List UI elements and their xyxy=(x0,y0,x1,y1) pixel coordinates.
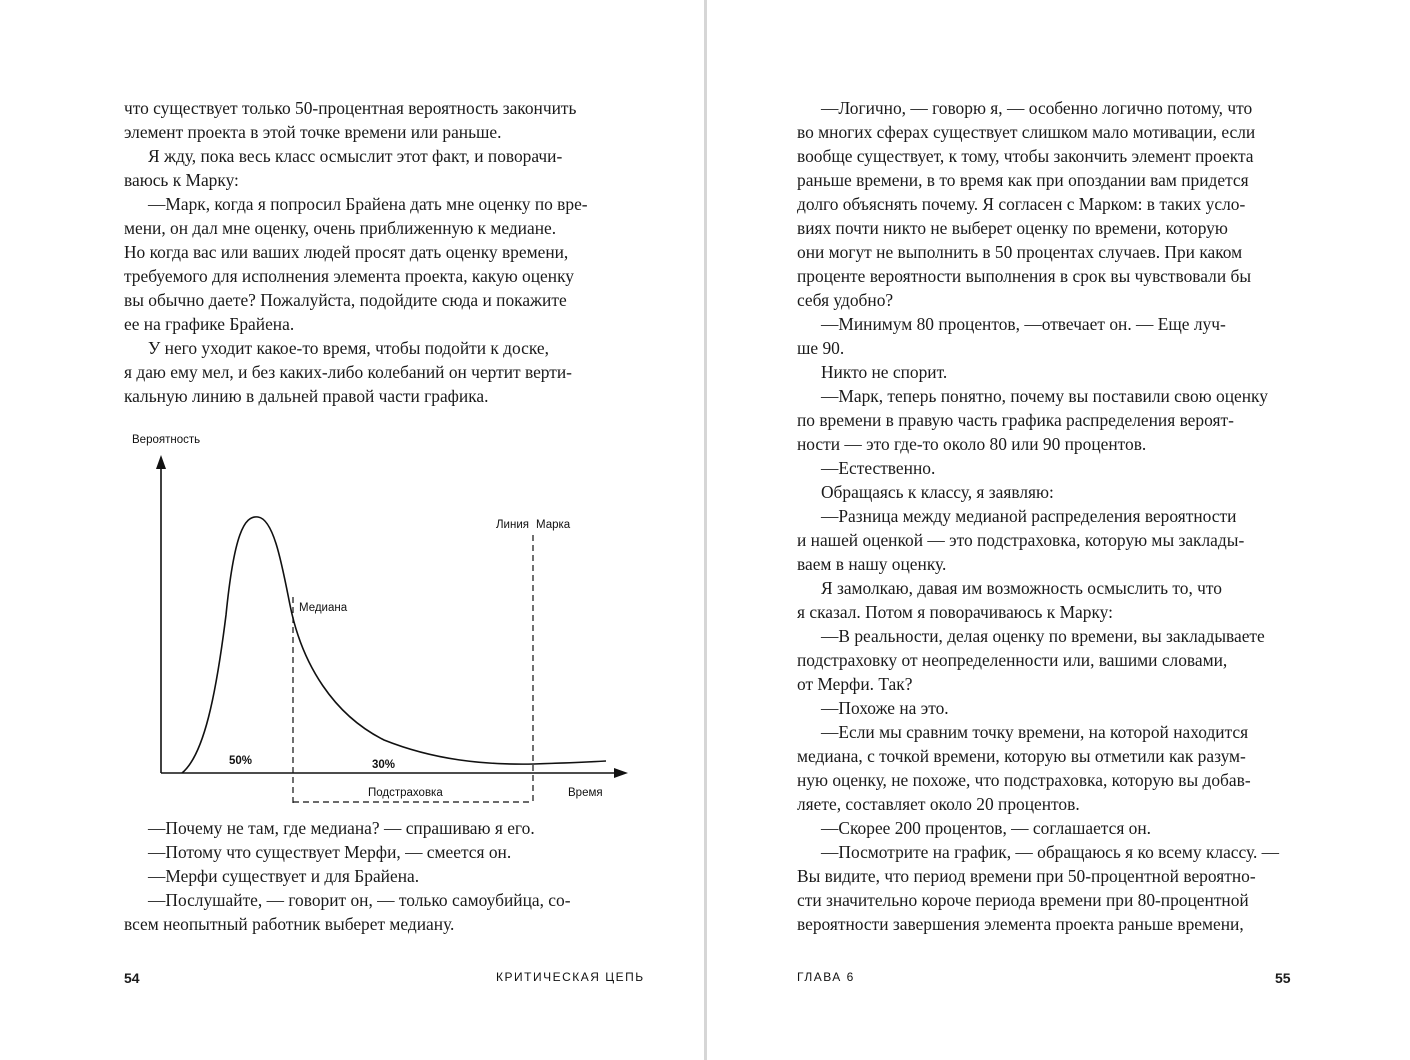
book-spine xyxy=(704,0,707,1060)
left-page-text-bottom xyxy=(124,816,614,936)
x-axis-arrow xyxy=(614,768,628,778)
probability-distribution-figure xyxy=(124,425,634,805)
left-page-number: 54 xyxy=(124,970,140,986)
text-line: —Разница между медианой распределения вероятности xyxy=(821,506,1237,526)
x-axis-label: Время xyxy=(568,787,603,799)
text-line: Я замолкаю, давая им возможность осмыслить то, что xyxy=(821,578,1222,598)
text-line: от Мерфи. Так? xyxy=(797,674,913,694)
left-page-text-top xyxy=(124,96,614,408)
text-line: проценте вероятности выполнения в срок вы чувствовали бы xyxy=(797,266,1252,286)
text-line: долго объяснять почему. Я согласен с Марком: в таких усло- xyxy=(797,194,1246,214)
right-page-text xyxy=(797,96,1287,936)
distribution-curve xyxy=(182,517,606,773)
right-running-head: ГЛАВА 6 xyxy=(797,970,855,984)
text-line: ее на графике Брайена. xyxy=(124,314,295,334)
text-line: они могут не выполнить в 50 процентах случаев. При каком xyxy=(797,242,1243,262)
mark-line-label-2: Марка xyxy=(536,519,571,531)
pct-left-label: 50% xyxy=(229,755,253,767)
text-line: —Почему не там, где медиана? — спрашиваю я его. xyxy=(148,818,535,838)
median-label: Медиана xyxy=(299,602,348,614)
text-line: я сказал. Потом я поворачиваюсь к Марку: xyxy=(797,602,1113,622)
text-line: Но когда вас или ваших людей просят дать оценку времени, xyxy=(124,242,569,262)
text-line: вообще существует, к тому, чтобы закончить элемент проекта xyxy=(797,146,1254,166)
buffer-label: Подстраховка xyxy=(368,787,443,799)
distribution-chart xyxy=(124,425,634,805)
text-line: ную оценку, не похоже, что подстраховка, которую вы добав- xyxy=(797,770,1251,790)
text-line: себя удобно? xyxy=(797,290,894,310)
text-line: и нашей оценкой — это подстраховка, которую мы заклады- xyxy=(797,530,1245,550)
text-line: ваюсь к Марку: xyxy=(124,170,239,190)
text-line: Вы видите, что период времени при 50-процентной вероятно- xyxy=(797,866,1256,886)
text-line: ше 90. xyxy=(797,338,845,358)
text-line: У него уходит какое-то время, чтобы подойти к доске, xyxy=(148,338,549,358)
text-line: —Марк, теперь понятно, почему вы поставили свою оценку xyxy=(821,386,1268,406)
text-line: —Минимум 80 процентов, —отвечает он. — Еще луч- xyxy=(821,314,1226,334)
text-line: Я жду, пока весь класс осмыслит этот факт, и поворачи- xyxy=(148,146,563,166)
text-line: ляете, составляет около 20 процентов. xyxy=(797,794,1080,814)
text-line: Никто не спорит. xyxy=(821,362,948,382)
text-line: —Марк, когда я попросил Брайена дать мне оценку по вре- xyxy=(148,194,588,214)
text-line: медиана, с точкой времени, которую вы отметили как разум- xyxy=(797,746,1246,766)
text-line: —Похоже на это. xyxy=(821,698,949,718)
text-line: —Если мы сравним точку времени, на которой находится xyxy=(821,722,1249,742)
text-line: ваем в нашу оценку. xyxy=(797,554,947,574)
pct-right-label: 30% xyxy=(372,759,396,771)
text-line: вы обычно даете? Пожалуйста, подойдите сюда и покажите xyxy=(124,290,567,310)
right-page-number: 55 xyxy=(1275,970,1291,986)
text-line: —Мерфи существует и для Брайена. xyxy=(148,866,420,886)
text-line: —Послушайте, — говорит он, — только самоубийца, со- xyxy=(148,890,571,910)
text-line: мени, он дал мне оценку, очень приближенную к медиане. xyxy=(124,218,557,238)
text-line: требуемого для исполнения элемента проекта, какую оценку xyxy=(124,266,574,286)
text-line: —Скорее 200 процентов, — соглашается он. xyxy=(821,818,1152,838)
text-line: по времени в правую часть графика распределения вероят- xyxy=(797,410,1234,430)
text-line: —В реальности, делая оценку по времени, вы закладываете xyxy=(821,626,1265,646)
text-line: вероятности завершения элемента проекта раньше времени, xyxy=(797,914,1244,934)
y-axis-label: Вероятность xyxy=(132,434,201,446)
text-line: сти значительно короче периода времени при 80-процентной xyxy=(797,890,1249,910)
text-line: —Логично, — говорю я, — особенно логично потому, что xyxy=(821,98,1253,118)
mark-line-label-1: Линия xyxy=(496,519,529,531)
text-line: всем неопытный работник выберет медиану. xyxy=(124,914,455,934)
text-line: элемент проекта в этой точке времени или раньше. xyxy=(124,122,502,142)
text-line: я даю ему мел, и без каких-либо колебаний он чертит верти- xyxy=(124,362,572,382)
text-line: —Потому что существует Мерфи, — смеется он. xyxy=(148,842,512,862)
y-axis-arrow xyxy=(156,455,166,469)
text-line: Обращаясь к классу, я заявляю: xyxy=(821,482,1054,502)
text-line: подстраховку от неопределенности или, вашими словами, xyxy=(797,650,1228,670)
text-line: —Естественно. xyxy=(821,458,936,478)
text-line: виях почти никто не выберет оценку по времени, которую xyxy=(797,218,1228,238)
text-line: что существует только 50-процентная вероятность закончить xyxy=(124,98,577,118)
left-running-head: КРИТИЧЕСКАЯ ЦЕПЬ xyxy=(496,970,645,984)
text-line: раньше времени, в то время как при опоздании вам придется xyxy=(797,170,1249,190)
text-line: —Посмотрите на график, — обращаюсь я ко всему классу. — xyxy=(821,842,1280,862)
text-line: ности — это где-то около 80 или 90 процентов. xyxy=(797,434,1147,454)
text-line: во многих сферах существует слишком мало мотивации, если xyxy=(797,122,1256,142)
text-line: кальную линию в дальней правой части графика. xyxy=(124,386,489,406)
